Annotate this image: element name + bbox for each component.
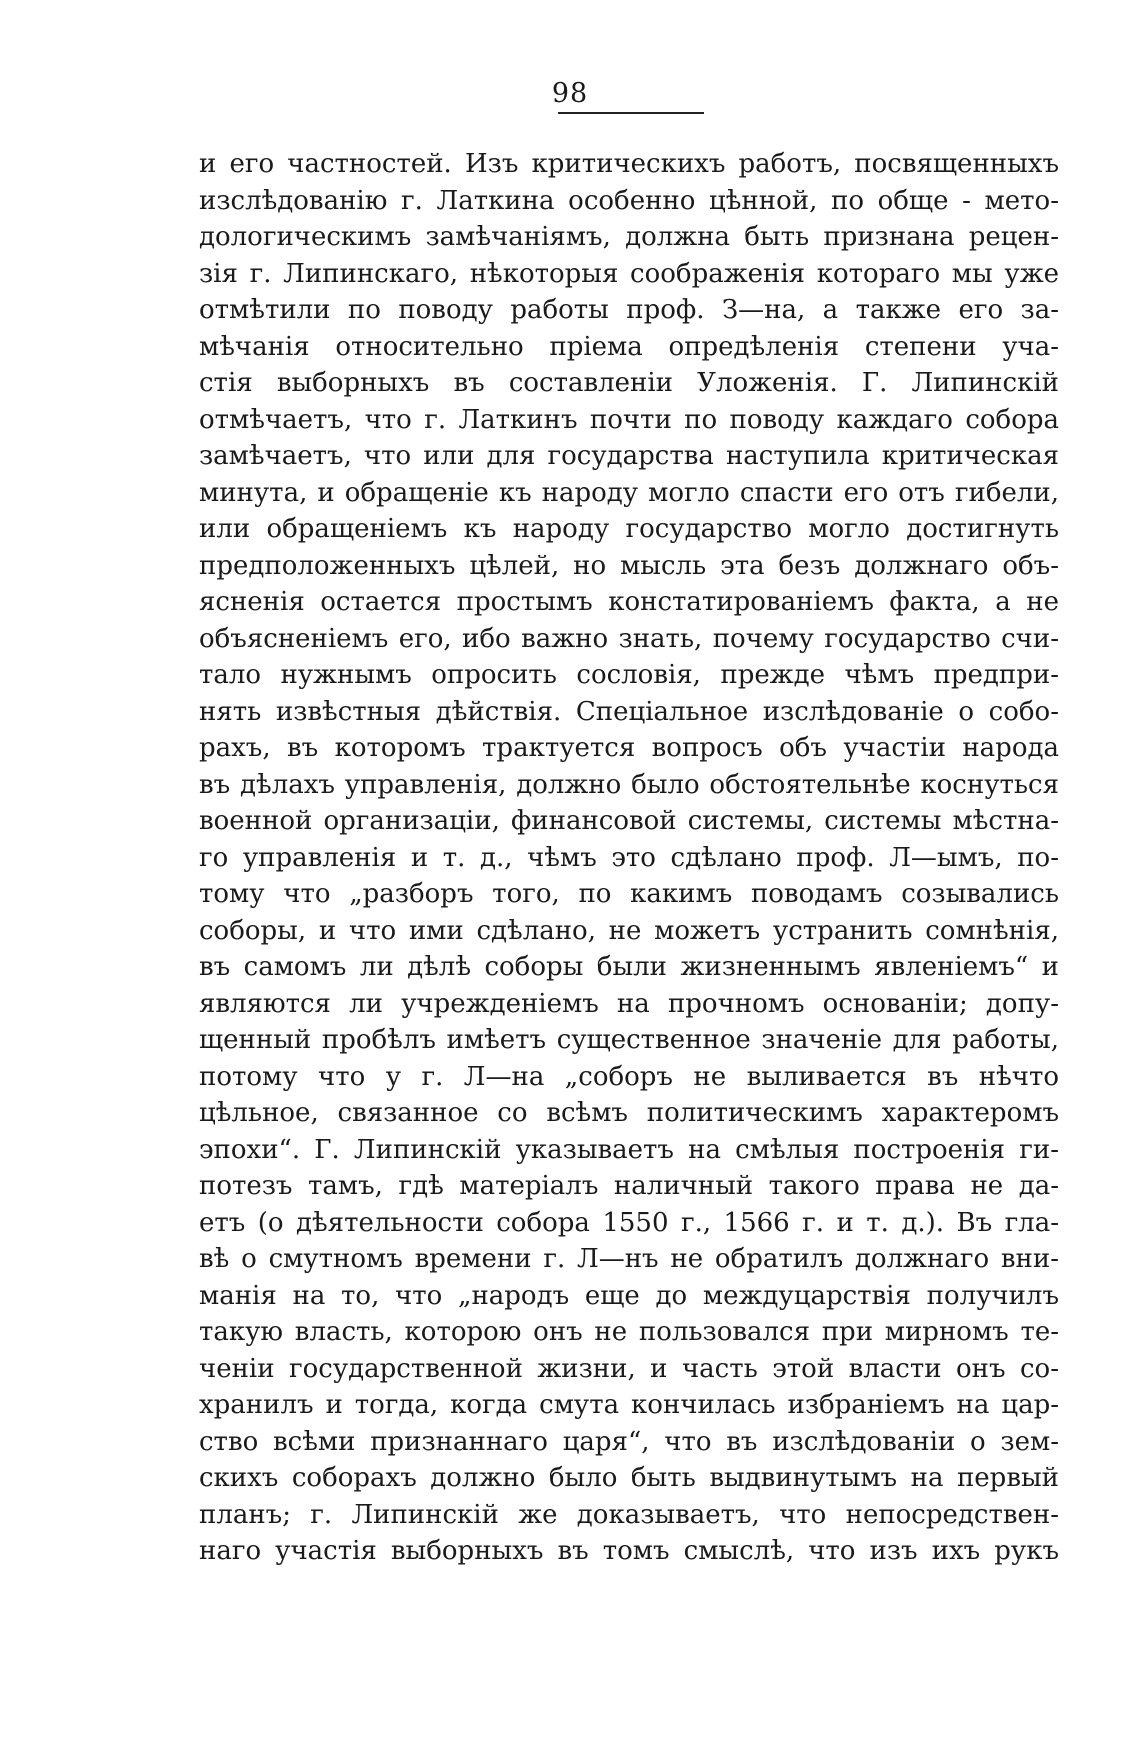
text-line: объясненіемъ его, ибо важно знать, почему государство счи- [199, 623, 1059, 654]
text-line: наго участія выборныхъ въ томъ смыслѣ, что изъ ихъ рукъ [199, 1536, 1059, 1566]
text-line: или обращеніемъ къ народу государство могло достигнуть [199, 514, 1059, 544]
text-line: манія на то, что „народъ еще до междуцарствія получилъ [199, 1280, 1059, 1311]
text-line: эпохи“. Г. Липинскій указываетъ на смѣлыя построенія ги- [199, 1134, 1059, 1165]
text-line: зія г. Липинскаго, нѣкоторыя соображенія котораго мы уже [199, 258, 1059, 289]
body-text [199, 146, 1059, 1570]
text-line: дологическимъ замѣчаніямъ, должна быть признана рецен- [199, 222, 1059, 252]
text-line: планъ; г. Липинскій же доказываетъ, что непосредствен- [199, 1499, 1059, 1530]
text-line: рахъ, въ которомъ трактуется вопросъ объ участіи народа [199, 733, 1059, 763]
text-line: соборы, и что ими сдѣлано, не можетъ устранить сомнѣнія, [199, 915, 1059, 946]
text-line: замѣчаетъ, что или для государства наступила критическая [199, 441, 1059, 471]
text-line: нять извѣстныя дѣйствія. Спеціальное изслѣдованіе о собо- [199, 696, 1059, 727]
text-line: стія выборныхъ въ составленіи Уложенія. Г. Липинскій [199, 368, 1059, 398]
text-line: изслѣдованію г. Латкина особенно цѣнной, по обще - мето- [199, 185, 1059, 216]
text-line: являются ли учрежденіемъ на прочномъ основаніи; допу- [199, 988, 1059, 1019]
text-line: ченіи государственной жизни, и часть этой власти онъ со- [199, 1353, 1059, 1384]
text-line: етъ (о дѣятельности собора 1550 г., 1566 г. и т. д.). Въ гла- [199, 1207, 1059, 1238]
text-line: и его частностей. Изъ критическихъ работъ, посвященныхъ [199, 149, 1059, 179]
text-line: тому что „разборъ того, по какимъ поводамъ созывались [199, 879, 1059, 909]
text-line: въ самомъ ли дѣлѣ соборы были жизненнымъ явленіемъ“ и [199, 952, 1059, 982]
text-line: потому что у г. Л—на „соборъ не выливается въ нѣчто [199, 1061, 1059, 1092]
text-line: скихъ соборахъ должно было быть выдвинутымъ на первый [199, 1463, 1059, 1493]
text-line: такую власть, которою онъ не пользовался при мирномъ те- [199, 1317, 1059, 1347]
text-line: щенный пробѣлъ имѣетъ существенное значеніе для работы, [199, 1025, 1059, 1055]
text-line: военной организаціи, финансовой системы, системы мѣстна- [199, 806, 1059, 836]
text-line: цѣльное, связанное со всѣмъ политическимъ характеромъ [199, 1098, 1059, 1128]
page-number: 98 [551, 78, 589, 109]
text-line: потезъ тамъ, гдѣ матеріалъ наличный такого права не да- [199, 1171, 1059, 1201]
text-line: минута, и обращеніе къ народу могло спасти его отъ гибели, [199, 477, 1059, 508]
text-line: хранилъ и тогда, когда смута кончилась избраніемъ на цар- [199, 1390, 1059, 1420]
text-line: го управленія и т. д., чѣмъ это сдѣлано проф. Л—ымъ, по- [199, 842, 1059, 873]
text-line: ясненія остается простымъ констатированіемъ факта, а не [199, 587, 1059, 617]
text-line: мѣчанія относительно пріема опредѣленія степени уча- [199, 331, 1059, 362]
text-line: отмѣтили по поводу работы проф. З—на, а также его за- [199, 295, 1059, 325]
text-line: отмѣчаетъ, что г. Латкинъ почти по поводу каждаго собора [199, 404, 1059, 435]
page-number-rule [558, 112, 704, 114]
text-line: вѣ о смутномъ времени г. Л—нъ не обратилъ должнаго вни- [199, 1244, 1059, 1274]
text-line: предположенныхъ цѣлей, но мысль эта безъ должнаго объ- [199, 550, 1059, 581]
text-line: тало нужнымъ опросить сословія, прежде чѣмъ предпри- [199, 660, 1059, 690]
text-line: ство всѣми признаннаго царя“, что въ изслѣдованіи о зем- [199, 1426, 1059, 1457]
text-line: въ дѣлахъ управленія, должно было обстоятельнѣе коснуться [199, 769, 1059, 800]
